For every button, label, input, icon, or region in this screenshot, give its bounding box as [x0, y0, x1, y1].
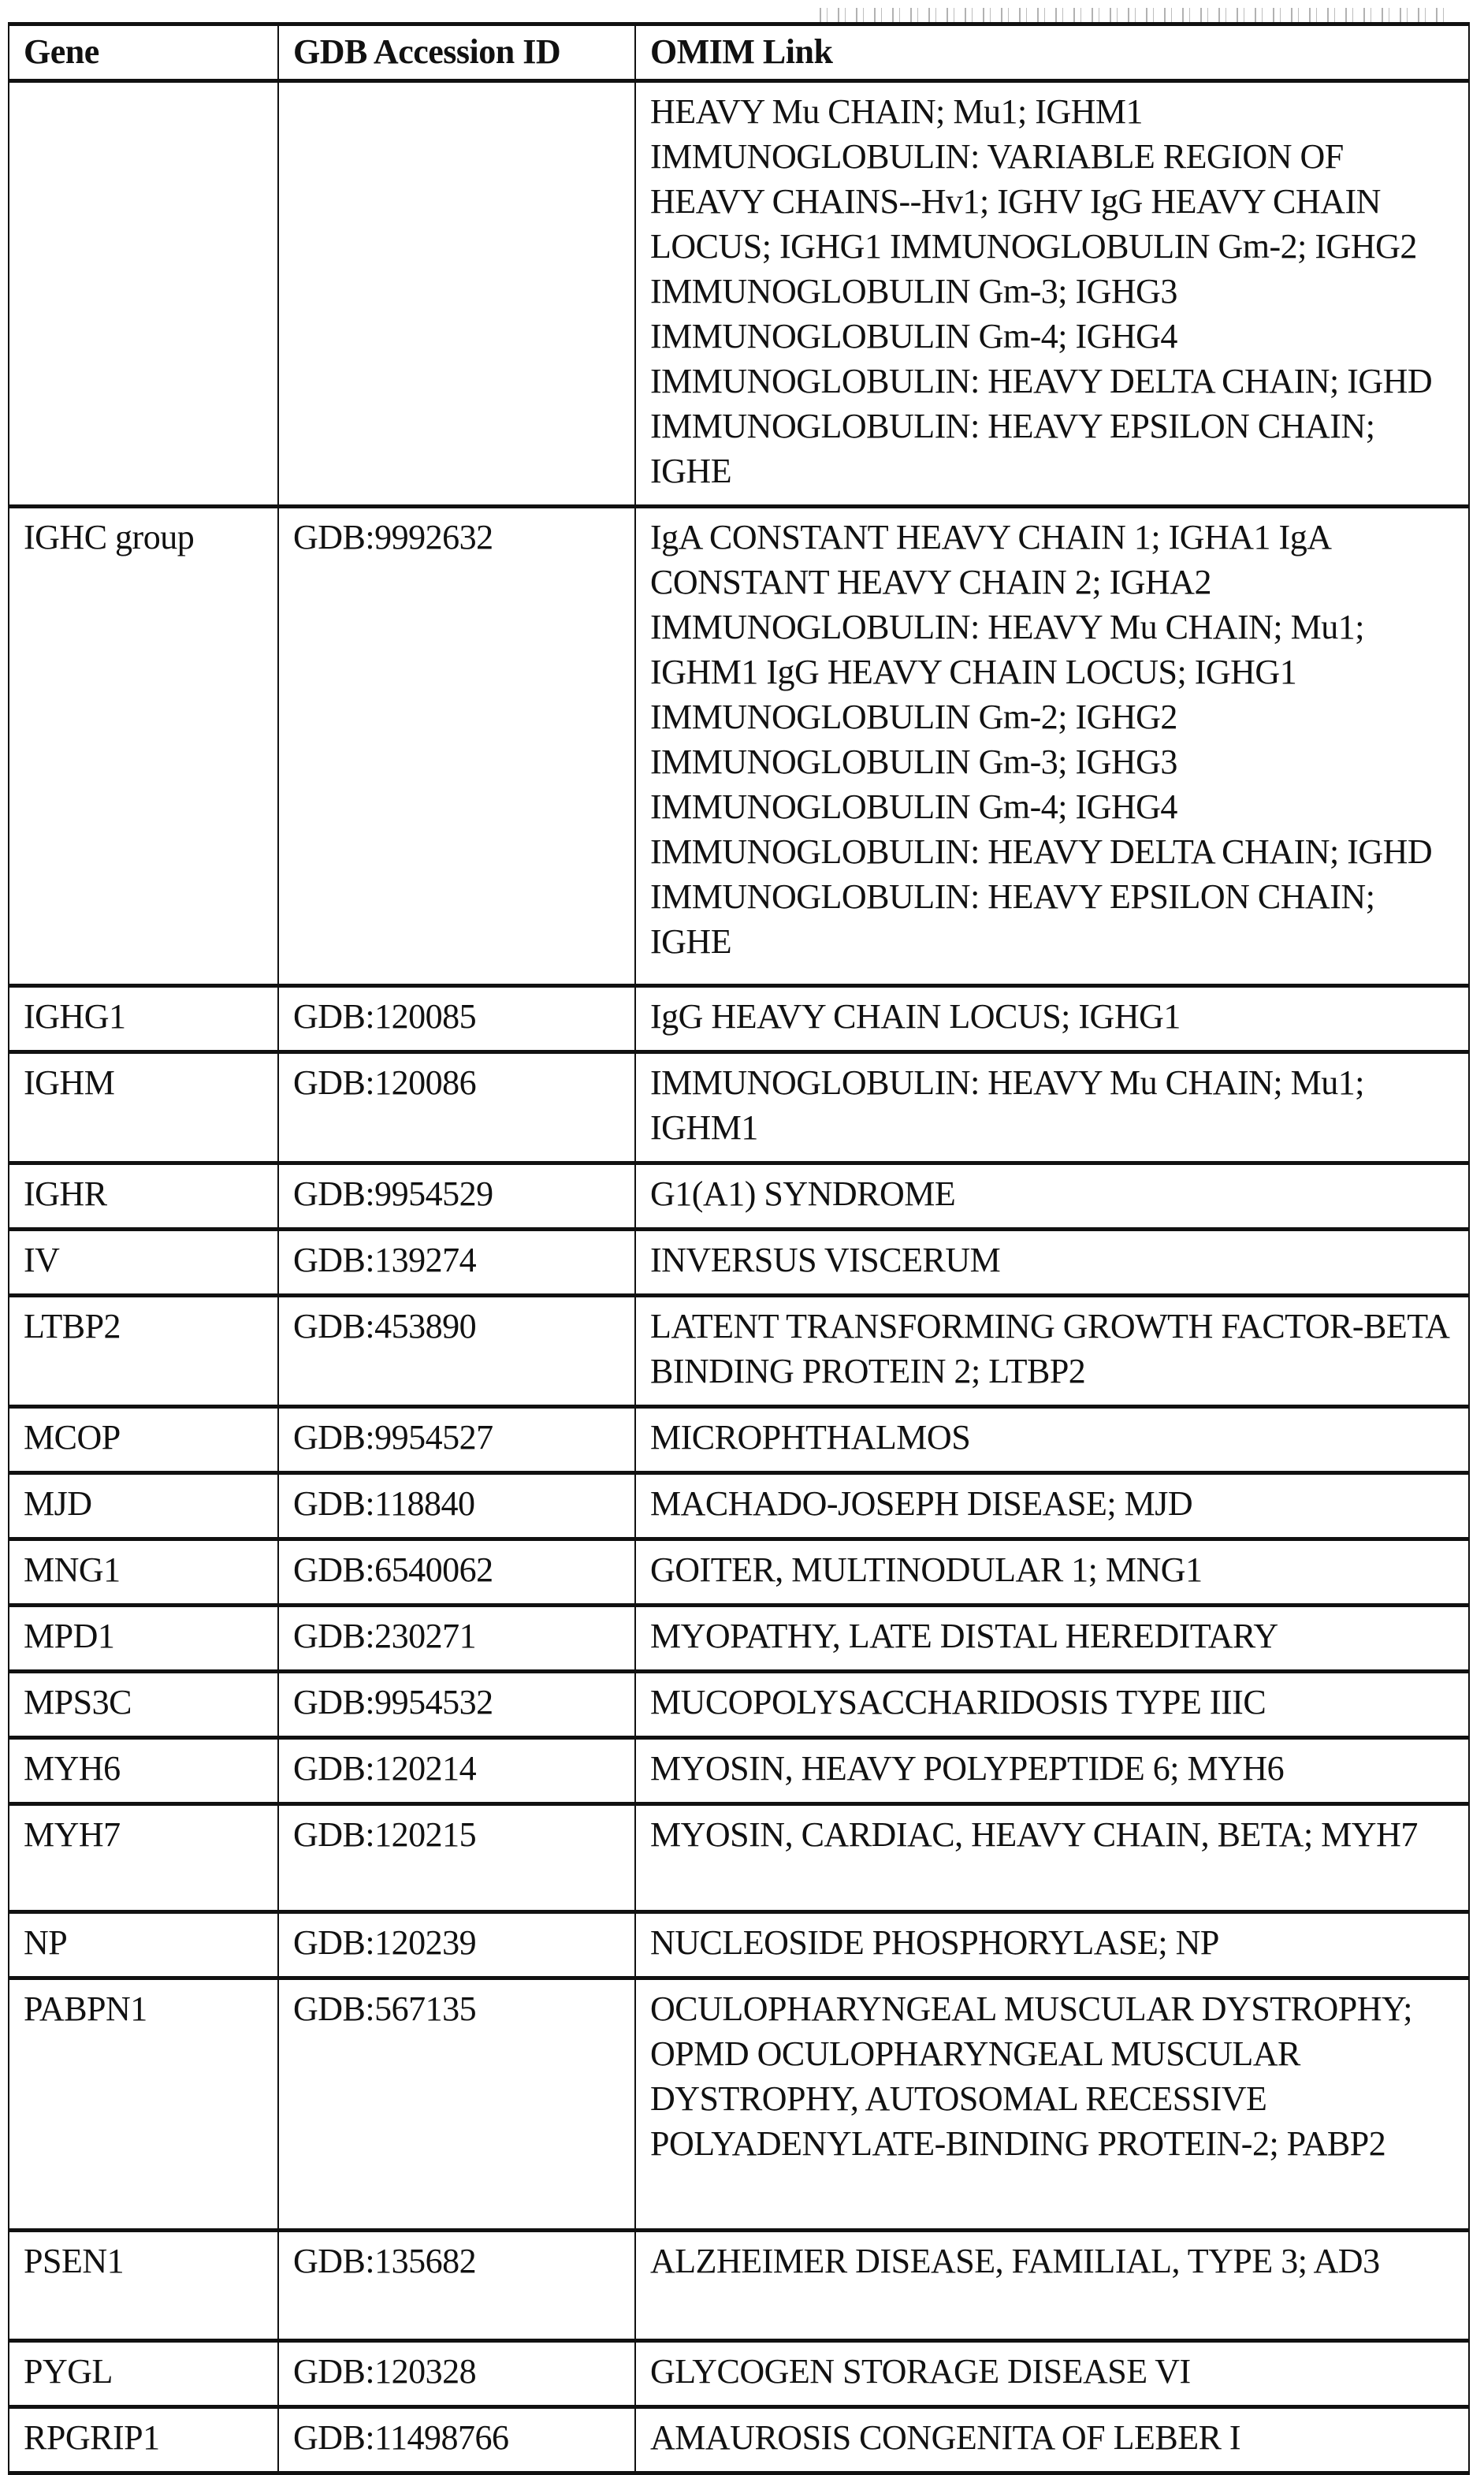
gdb-id-cell	[278, 81, 635, 507]
gene-cell: IGHG1	[9, 986, 278, 1052]
gdb-id-cell: GDB:135682	[278, 2231, 635, 2341]
gene-cell: MPD1	[9, 1606, 278, 1672]
omim-link-cell[interactable]: G1(A1) SYNDROME	[635, 1163, 1469, 1230]
gdb-id-cell: GDB:120215	[278, 1804, 635, 1912]
table-row	[9, 1052, 1469, 1163]
gene-cell	[9, 81, 278, 507]
omim-link-cell[interactable]: MYOSIN, CARDIAC, HEAVY CHAIN, BETA; MYH7	[635, 1804, 1469, 1912]
omim-link-cell[interactable]: IgG HEAVY CHAIN LOCUS; IGHG1	[635, 986, 1469, 1052]
column-header-omim-link: OMIM Link	[635, 24, 1469, 81]
table-row	[9, 2231, 1469, 2341]
omim-link-cell[interactable]: MACHADO-JOSEPH DISEASE; MJD	[635, 1473, 1469, 1539]
omim-link-cell[interactable]: OCULOPHARYNGEAL MUSCULAR DYSTROPHY; OPMD OCULOPHARYNGEAL MUSCULAR DYSTROPHY, AUTOSOMAL RECESSIVE POLYADENYLATE-BINDING PROTEIN-2; PABP2	[635, 1978, 1469, 2231]
gene-cell: PABPN1	[9, 1978, 278, 2231]
gdb-id-cell: GDB:120328	[278, 2341, 635, 2407]
gene-cell: MYH7	[9, 1804, 278, 1912]
table-row	[9, 81, 1469, 507]
table-row	[9, 1473, 1469, 1539]
omim-link-cell[interactable]: HEAVY Mu CHAIN; Mu1; IGHM1 IMMUNOGLOBULIN: VARIABLE REGION OF HEAVY CHAINS--Hv1; IGHV IgG HEAVY CHAIN LOCUS; IGHG1 IMMUNOGLOBULIN Gm-2; IGHG2 IMMUNOGLOBULIN Gm-3; IGHG3 IMMUNOGLOBULIN Gm-4; IGHG4 IMMUNOGLOBULIN: HEAVY DELTA CHAIN; IGHD IMMUNOGLOBULIN: HEAVY EPSILON CHAIN; IGHE	[635, 81, 1469, 507]
omim-link-cell[interactable]: MYOPATHY, LATE DISTAL HEREDITARY	[635, 1606, 1469, 1672]
omim-link-cell[interactable]: IgA CONSTANT HEAVY CHAIN 1; IGHA1 IgA CONSTANT HEAVY CHAIN 2; IGHA2 IMMUNOGLOBULIN: HEAVY Mu CHAIN; Mu1; IGHM1 IgG HEAVY CHAIN LOCUS; IGHG1 IMMUNOGLOBULIN Gm-2; IGHG2 IMMUNOGLOBULIN Gm-3; IGHG3 IMMUNOGLOBULIN Gm-4; IGHG4 IMMUNOGLOBULIN: HEAVY DELTA CHAIN; IGHD IMMUNOGLOBULIN: HEAVY EPSILON CHAIN; IGHE	[635, 507, 1469, 986]
column-header-gdb-accession-id: GDB Accession ID	[278, 24, 635, 81]
table-row	[9, 2407, 1469, 2473]
gene-cell: PSEN1	[9, 2231, 278, 2341]
gdb-id-cell: GDB:120239	[278, 1912, 635, 1978]
gene-cell: MPS3C	[9, 1672, 278, 1738]
gene-omim-table	[8, 22, 1470, 2475]
gene-cell: MCOP	[9, 1407, 278, 1473]
gdb-id-cell: GDB:6540062	[278, 1539, 635, 1606]
gdb-id-cell: GDB:567135	[278, 1978, 635, 2231]
gdb-id-cell: GDB:118840	[278, 1473, 635, 1539]
gdb-id-cell: GDB:11498766	[278, 2407, 635, 2473]
gene-cell: IV	[9, 1230, 278, 1296]
omim-link-cell[interactable]: MYOSIN, HEAVY POLYPEPTIDE 6; MYH6	[635, 1738, 1469, 1804]
gene-cell: MYH6	[9, 1738, 278, 1804]
table-body	[9, 81, 1469, 2473]
table-row	[9, 1672, 1469, 1738]
table-row	[9, 1912, 1469, 1978]
gene-cell: IGHC group	[9, 507, 278, 986]
table-row	[9, 1163, 1469, 1230]
gdb-id-cell: GDB:120086	[278, 1052, 635, 1163]
gdb-id-cell: GDB:120214	[278, 1738, 635, 1804]
gene-cell: NP	[9, 1912, 278, 1978]
table-row	[9, 1978, 1469, 2231]
gene-cell: LTBP2	[9, 1296, 278, 1407]
omim-link-cell[interactable]: MICROPHTHALMOS	[635, 1407, 1469, 1473]
column-header-gene: Gene	[9, 24, 278, 81]
omim-link-cell[interactable]: AMAUROSIS CONGENITA OF LEBER I	[635, 2407, 1469, 2473]
table-row	[9, 1804, 1469, 1912]
gene-cell: MJD	[9, 1473, 278, 1539]
omim-link-cell[interactable]: MUCOPOLYSACCHARIDOSIS TYPE IIIC	[635, 1672, 1469, 1738]
gdb-id-cell: GDB:230271	[278, 1606, 635, 1672]
gene-cell: MNG1	[9, 1539, 278, 1606]
gdb-id-cell: GDB:139274	[278, 1230, 635, 1296]
omim-link-cell[interactable]: GLYCOGEN STORAGE DISEASE VI	[635, 2341, 1469, 2407]
omim-link-cell[interactable]: IMMUNOGLOBULIN: HEAVY Mu CHAIN; Mu1; IGHM1	[635, 1052, 1469, 1163]
table-row	[9, 1539, 1469, 1606]
gene-cell: IGHR	[9, 1163, 278, 1230]
table-row	[9, 986, 1469, 1052]
omim-link-cell[interactable]: INVERSUS VISCERUM	[635, 1230, 1469, 1296]
gdb-id-cell: GDB:9954532	[278, 1672, 635, 1738]
gene-cell: IGHM	[9, 1052, 278, 1163]
table-row	[9, 2341, 1469, 2407]
omim-link-cell[interactable]: ALZHEIMER DISEASE, FAMILIAL, TYPE 3; AD3	[635, 2231, 1469, 2341]
table-row	[9, 1407, 1469, 1473]
table-row	[9, 1296, 1469, 1407]
gdb-id-cell: GDB:9954529	[278, 1163, 635, 1230]
gdb-id-cell: GDB:9992632	[278, 507, 635, 986]
gdb-id-cell: GDB:453890	[278, 1296, 635, 1407]
table-header-row	[9, 24, 1469, 81]
gene-cell: RPGRIP1	[9, 2407, 278, 2473]
table-row	[9, 1606, 1469, 1672]
gene-cell: PYGL	[9, 2341, 278, 2407]
omim-link-cell[interactable]: NUCLEOSIDE PHOSPHORYLASE; NP	[635, 1912, 1469, 1978]
table-row	[9, 507, 1469, 986]
omim-link-cell[interactable]: GOITER, MULTINODULAR 1; MNG1	[635, 1539, 1469, 1606]
table-row	[9, 1738, 1469, 1804]
table-row	[9, 1230, 1469, 1296]
gdb-id-cell: GDB:120085	[278, 986, 635, 1052]
gdb-id-cell: GDB:9954527	[278, 1407, 635, 1473]
omim-link-cell[interactable]: LATENT TRANSFORMING GROWTH FACTOR-BETA BINDING PROTEIN 2; LTBP2	[635, 1296, 1469, 1407]
